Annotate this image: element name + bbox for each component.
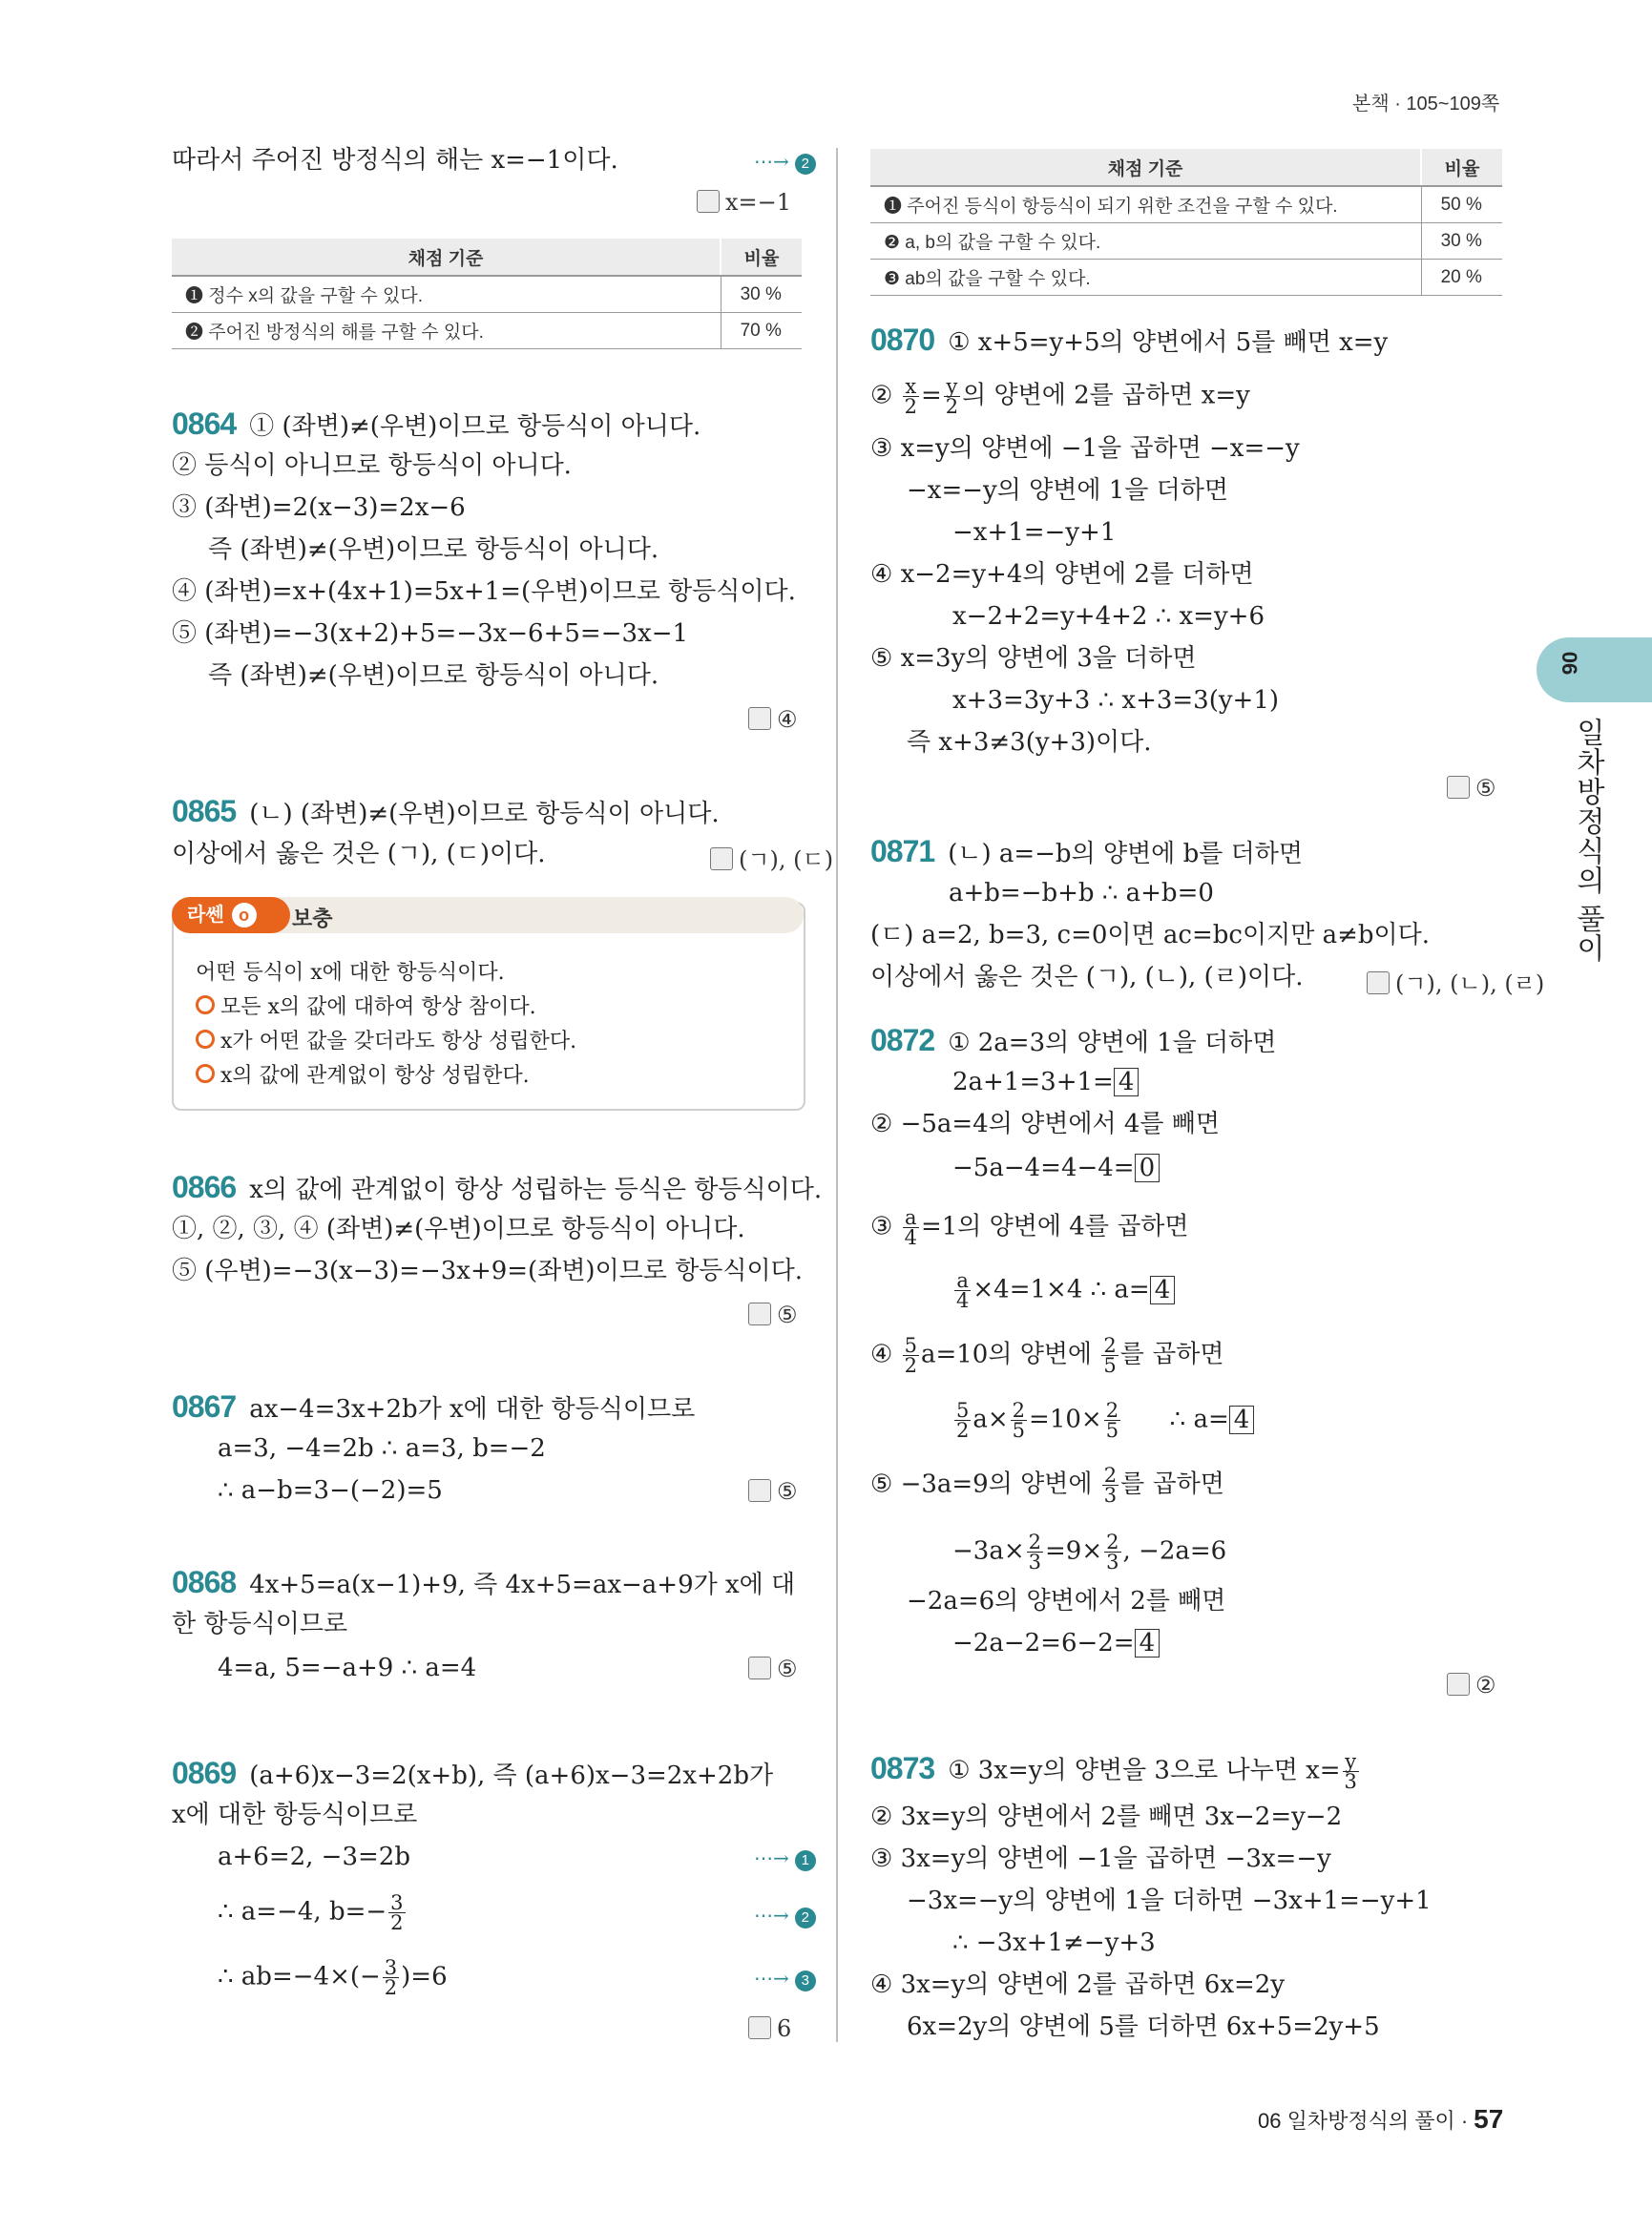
line: ② 등식이 아니므로 항등식이 아니다. — [172, 451, 572, 480]
chapter-title: 일차방정식의 풀이 — [1572, 718, 1603, 964]
problem-0870: 0870 ① x+5=y+5의 양변에서 5를 빼면 x=y — [870, 323, 1389, 357]
line: 한 항등식이므로 — [172, 1610, 348, 1638]
line: 이상에서 옳은 것은 (ㄱ), (ㄴ), (ㄹ)이다. — [870, 963, 1304, 991]
circle-icon — [196, 1030, 215, 1049]
line: ④ x−2=y+4의 양변에 2를 더하면 — [870, 560, 1254, 589]
answer-icon — [748, 1479, 771, 1502]
line: 즉 x+3≠3(y+3)이다. — [907, 728, 1152, 757]
line: ③ 3x=y의 양변에 −1을 곱하면 −3x=−y — [870, 1845, 1331, 1873]
line: −3x=−y의 양변에 1을 더하면 −3x+1=−y+1 — [907, 1887, 1432, 1915]
line: ∴ ab=−4×(− $\frac{3}{2}$ )=6 — [218, 1956, 448, 1999]
step-marker: ⋯→ 1 — [754, 1842, 816, 1873]
circle-icon — [196, 995, 215, 1014]
answer-icon — [748, 2016, 771, 2039]
line: ② 3x=y의 양변에서 2를 빼면 3x−2=y−2 — [870, 1803, 1343, 1831]
tip-line: 어떤 등식이 x에 대한 항등식이다. — [196, 961, 505, 985]
answer-0869: 6 — [748, 2015, 791, 2042]
problem-0872: 0872 ① 2a=3의 양변에 1을 더하면 — [870, 1023, 1277, 1057]
problem-0873: 0873 ① 3x=y의 양변을 3으로 나누면 x= $\frac{y}{3}$ — [870, 1750, 1357, 1793]
tip-badge: 라쎈 o — [172, 897, 290, 933]
line: 6x=2y의 양변에 5를 더하면 6x+5=2y+5 — [907, 2012, 1380, 2041]
line: 이상에서 옳은 것은 (ㄱ), (ㄷ)이다. — [172, 840, 546, 868]
page-footer: 06 일차방정식의 풀이 · 57 — [1258, 2104, 1504, 2134]
line: −x+1=−y+1 — [952, 518, 1117, 547]
line: −2a−2=6−2= 4 — [952, 1628, 1160, 1658]
line: x−2+2=y+4+2 ∴ x=y+6 — [952, 602, 1265, 631]
answer-0868: ⑤ — [748, 1656, 798, 1682]
answer-icon — [1447, 776, 1470, 799]
line: ② −5a=4의 양변에서 4를 빼면 — [870, 1110, 1220, 1138]
answer-icon — [697, 190, 720, 213]
line: ∴ −3x+1≠−y+3 — [952, 1929, 1156, 1957]
answer-icon — [748, 1303, 771, 1325]
answer-icon — [1447, 1673, 1470, 1696]
line: ∴ a−b=3−(−2)=5 — [218, 1476, 443, 1505]
answer-0866: ⑤ — [748, 1302, 798, 1328]
page-number: 57 — [1474, 2104, 1504, 2134]
tip-line: 모든 x의 값에 대하여 항상 참이다. — [196, 990, 536, 1020]
answer-0871: (ㄱ), (ㄴ), (ㄹ) — [1367, 965, 1544, 998]
answer-icon — [710, 847, 733, 870]
fraction: $\frac{3}{2}$ — [384, 1956, 398, 1999]
line: 즉 (좌변)≠(우변)이므로 항등식이 아니다. — [208, 661, 659, 690]
line: ①, ②, ③, ④ (좌변)≠(우변)이므로 항등식이 아니다. — [172, 1215, 745, 1243]
line: $\frac{5}{2}$ a× $\frac{2}{5}$ =10× $\frac{2}{5}$ ∴ a= 4 — [952, 1401, 1254, 1440]
line: a+6=2, −3=2b — [218, 1843, 410, 1871]
step-marker: ⋯→ 3 — [754, 1962, 816, 1993]
problem-0871: 0871 (ㄴ) a=−b의 양변에 b를 더하면 — [870, 834, 1303, 868]
line: ③ $\frac{a}{4}$ =1의 양변에 4를 곱하면 — [870, 1206, 1189, 1249]
line: −2a=6의 양변에서 2를 빼면 — [907, 1587, 1226, 1616]
problem-0869: 0869 (a+6)x−3=2(x+b), 즉 (a+6)x−3=2x+2b가 — [172, 1756, 774, 1790]
step-marker: ⋯→ 2 — [754, 1899, 816, 1930]
answer-0872: ② — [1447, 1672, 1496, 1699]
chapter-number: 06 — [1558, 651, 1582, 676]
line: ④ $\frac{5}{2}$ a=10의 양변에 $\frac{2}{5}$ 를 곱하면 — [870, 1334, 1224, 1377]
answer-0865: (ㄱ), (ㄷ) — [710, 841, 833, 874]
page-reference: 본책 · 105~109쪽 — [1352, 94, 1500, 115]
circle-icon — [196, 1064, 215, 1083]
line: 2a+1=3+1= 4 — [952, 1067, 1139, 1097]
line: ② $\frac{x}{2}$ = $\frac{y}{2}$ 의 양변에 2를 곱하면 x=y — [870, 375, 1250, 418]
line: a=3, −4=2b ∴ a=3, b=−2 — [218, 1434, 546, 1463]
answer-0867: ⑤ — [748, 1478, 798, 1505]
line: x에 대한 항등식이므로 — [172, 1801, 418, 1829]
answer-0870: ⑤ — [1447, 775, 1496, 802]
line: ∴ a=−4, b=− $\frac{3}{2}$ — [218, 1891, 404, 1934]
line: (ㄷ) a=2, b=3, c=0이면 ac=bc이지만 a≠b이다. — [870, 921, 1431, 949]
grading-table-left: 채점 기준 비율 ❶ 정수 x의 값을 구할 수 있다. 30 % ❷ 주어진 방정식의 해를 구할 수 있다. 70 % — [172, 239, 802, 349]
line: ③ (좌변)=2(x−3)=2x−6 — [172, 493, 466, 522]
line: x+3=3y+3 ∴ x+3=3(y+1) — [952, 686, 1280, 715]
answer-icon — [748, 707, 771, 730]
problem-0868: 0868 4x+5=a(x−1)+9, 즉 4x+5=ax−a+9가 x에 대 — [172, 1565, 796, 1599]
line: ⑤ (좌변)=−3(x+2)+5=−3x−6+5=−3x−1 — [172, 619, 689, 648]
problem-0867: 0867 ax−4=3x+2b가 x에 대한 항등식이므로 — [172, 1389, 696, 1424]
tip-line: x의 값에 관계없이 항상 성립한다. — [196, 1059, 530, 1089]
tip-title: 보충 — [292, 907, 333, 930]
problem-0864: 0864 ① (좌변)≠(우변)이므로 항등식이 아니다. — [172, 407, 701, 441]
line: 즉 (좌변)≠(우변)이므로 항등식이 아니다. — [208, 535, 659, 564]
line: −3a× $\frac{2}{3}$ =9× $\frac{2}{3}$ , −2a=6 — [952, 1531, 1227, 1574]
column-divider — [836, 148, 838, 2042]
line: ④ 3x=y의 양변에 2를 곱하면 6x=2y — [870, 1970, 1286, 1999]
line: −5a−4=4−4= 0 — [952, 1153, 1160, 1183]
answer-icon — [748, 1657, 771, 1679]
line: 4=a, 5=−a+9 ∴ a=4 — [218, 1654, 477, 1682]
tip-line: x가 어떤 값을 갖더라도 항상 성립한다. — [196, 1025, 576, 1054]
line: ④ (좌변)=x+(4x+1)=5x+1=(우변)이므로 항등식이다. — [172, 577, 796, 606]
step-marker: ⋯→ 2 — [754, 145, 816, 177]
answer-icon — [1367, 971, 1390, 994]
problem-0866: 0866 x의 값에 관계없이 항상 성립하는 등식은 항등식이다. — [172, 1170, 823, 1204]
answer-0864: ④ — [748, 706, 798, 733]
problem-0865: 0865 (ㄴ) (좌변)≠(우변)이므로 항등식이 아니다. — [172, 794, 720, 828]
line: ⑤ (우변)=−3(x−3)=−3x+9=(좌변)이므로 항등식이다. — [172, 1257, 804, 1285]
line: ⑤ −3a=9의 양변에 $\frac{2}{3}$ 를 곱하면 — [870, 1464, 1224, 1507]
answer-top: x=−1 — [697, 189, 791, 216]
conclusion-line: 따라서 주어진 방정식의 해는 x=−1이다. — [172, 146, 618, 175]
line: ⑤ x=3y의 양변에 3을 더하면 — [870, 644, 1197, 673]
fraction: $\frac{3}{2}$ — [390, 1891, 404, 1934]
grading-table-right: 채점 기준 비율 ❶ 주어진 등식이 항등식이 되기 위한 조건을 구할 수 있다. 50 % ❷ a, b의 값을 구할 수 있다. 30 % ❸ ab의 값을 구할 수 있다. 20 % — [870, 149, 1502, 296]
line: a+b=−b+b ∴ a+b=0 — [949, 879, 1214, 907]
line: −x=−y의 양변에 1을 더하면 — [907, 476, 1228, 505]
chapter-tab — [1537, 637, 1652, 702]
line: ③ x=y의 양변에 −1을 곱하면 −x=−y — [870, 434, 1300, 463]
line: $\frac{a}{4}$ ×4=1×4 ∴ a= 4 — [952, 1271, 1175, 1310]
